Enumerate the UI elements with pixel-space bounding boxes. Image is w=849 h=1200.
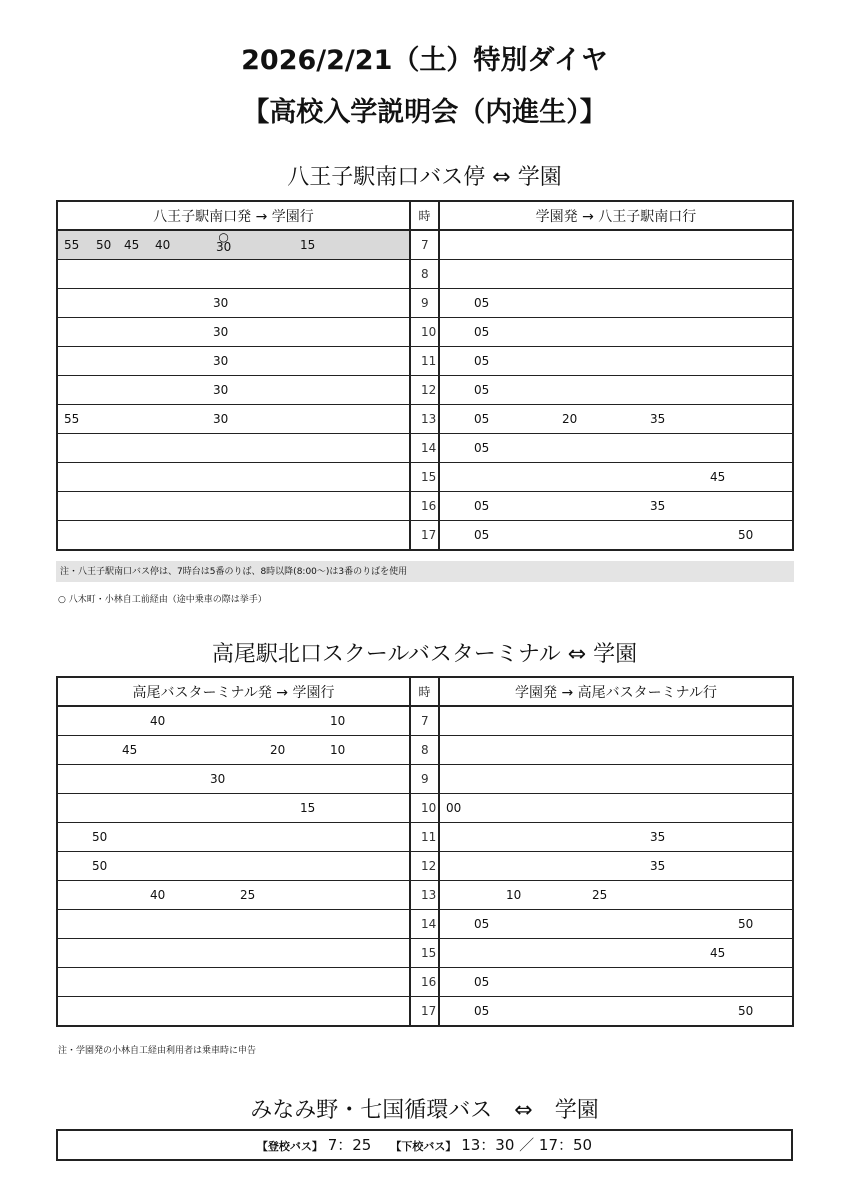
table-row	[57, 230, 793, 260]
minute: 50	[738, 528, 754, 542]
departures-right	[439, 492, 793, 521]
departures-right	[439, 376, 793, 405]
departures-left	[57, 968, 410, 997]
table-row	[57, 260, 793, 289]
minute: 15	[300, 801, 316, 815]
table-row	[57, 852, 793, 881]
minute: 05	[474, 412, 490, 426]
minute: 50	[96, 238, 112, 252]
departures-left	[57, 492, 410, 521]
departures-right	[439, 318, 793, 347]
hour-cell: 9	[410, 765, 439, 794]
minute: 45	[710, 470, 726, 484]
departures-right	[439, 939, 793, 968]
hour-cell: 16	[410, 492, 439, 521]
table-row	[57, 289, 793, 318]
minute: 00	[446, 801, 462, 815]
from-school-times: 13：30 ／ 17：50	[461, 1136, 593, 1154]
table-row	[57, 910, 793, 939]
minute: 20	[562, 412, 578, 426]
table-row	[57, 318, 793, 347]
table-row	[57, 706, 793, 736]
departures-left	[57, 405, 410, 434]
departures-right	[439, 736, 793, 765]
minute: 35	[650, 499, 666, 513]
minute: 10	[330, 743, 346, 757]
minute: 05	[474, 917, 490, 931]
departures-right	[439, 706, 793, 736]
table-row	[57, 794, 793, 823]
departures-left	[57, 230, 410, 260]
table-row	[57, 434, 793, 463]
departures-right	[439, 997, 793, 1027]
page-title: 2026/2/21（土）特別ダイヤ	[241, 45, 608, 76]
minute: 45	[124, 238, 140, 252]
minute: 30	[213, 383, 229, 397]
table-row	[57, 492, 793, 521]
departures-right	[439, 230, 793, 260]
hour-cell: 10	[410, 318, 439, 347]
departures-right	[439, 289, 793, 318]
minute: 05	[474, 499, 490, 513]
departures-left	[57, 910, 410, 939]
hour-cell: 12	[410, 852, 439, 881]
page-subtitle: 【高校入学説明会（内進生）】	[242, 97, 607, 128]
minute: 05	[474, 441, 490, 455]
from-school-label: 【下校バス】	[390, 1140, 457, 1153]
departures-left	[57, 318, 410, 347]
timetable-takao	[56, 676, 794, 1027]
departures-right	[439, 968, 793, 997]
table-row	[57, 765, 793, 794]
minute: 35	[650, 412, 666, 426]
minute: 10	[506, 888, 522, 902]
header-hour: 時	[410, 201, 439, 230]
minute: 45	[710, 946, 726, 960]
departures-left	[57, 852, 410, 881]
route-title-minamino: みなみ野・七国循環バス ⇔ 学園	[250, 1098, 599, 1123]
to-school-time: 7：25	[327, 1136, 372, 1154]
departures-left	[57, 434, 410, 463]
header-left: 高尾バスターミナル発 → 学園行	[57, 677, 410, 706]
departures-right	[439, 910, 793, 939]
departures-left	[57, 736, 410, 765]
departures-left	[57, 794, 410, 823]
hour-cell: 11	[410, 347, 439, 376]
hour-cell: 7	[410, 230, 439, 260]
minute: 25	[592, 888, 608, 902]
minute: 25	[240, 888, 256, 902]
timetable-hachioji	[56, 200, 794, 551]
header-left: 八王子駅南口発 → 学園行	[57, 201, 410, 230]
departures-right	[439, 852, 793, 881]
minute: 10	[330, 714, 346, 728]
departures-right	[439, 823, 793, 852]
table-row	[57, 736, 793, 765]
departures-right	[439, 794, 793, 823]
minute: 30	[213, 325, 229, 339]
minute: 30	[210, 772, 226, 786]
minute: 20	[270, 743, 286, 757]
departures-right	[439, 881, 793, 910]
hour-cell: 12	[410, 376, 439, 405]
hour-cell: 13	[410, 881, 439, 910]
minute: 40	[150, 714, 166, 728]
route-title-hachioji: 八王子駅南口バス停 ⇔ 学園	[287, 165, 562, 190]
minute: 55	[64, 412, 80, 426]
hour-cell: 13	[410, 405, 439, 434]
minute: 30	[213, 296, 229, 310]
minute: 40	[150, 888, 166, 902]
departures-right	[439, 405, 793, 434]
minute: 50	[92, 830, 108, 844]
departures-right	[439, 347, 793, 376]
table-row	[57, 939, 793, 968]
minute: 30	[213, 412, 229, 426]
table-row	[57, 881, 793, 910]
hour-cell: 14	[410, 434, 439, 463]
departures-left	[57, 823, 410, 852]
hour-cell: 15	[410, 939, 439, 968]
minute: 05	[474, 383, 490, 397]
hour-cell: 9	[410, 289, 439, 318]
minute: 50	[738, 917, 754, 931]
departures-left	[57, 376, 410, 405]
minute: 05	[474, 975, 490, 989]
note-platform: 注・八王子駅南口バス停は、7時台は5番のりば、8時以降(8:00～)は3番のりばを使用	[56, 561, 794, 582]
route-title-takao: 高尾駅北口スクールバスターミナル ⇔ 学園	[211, 642, 638, 667]
departures-left	[57, 706, 410, 736]
departures-left	[57, 939, 410, 968]
circular-bus-times	[56, 1129, 793, 1161]
departures-left	[57, 347, 410, 376]
departures-right	[439, 463, 793, 492]
table-row	[57, 823, 793, 852]
minute: 05	[474, 1004, 490, 1018]
minute: 30	[213, 354, 229, 368]
to-school-label: 【登校バス】	[256, 1140, 323, 1153]
departures-right	[439, 260, 793, 289]
minute: 40	[155, 238, 171, 252]
minute-via: ○ 30	[216, 230, 232, 254]
departures-right	[439, 521, 793, 551]
note-via: ○ 八木町・小林自工前経由（途中乗車の際は挙手）	[58, 595, 267, 605]
hour-cell: 16	[410, 968, 439, 997]
departures-right	[439, 434, 793, 463]
table-row	[57, 347, 793, 376]
departures-left	[57, 521, 410, 551]
hour-cell: 17	[410, 997, 439, 1027]
minute: 05	[474, 325, 490, 339]
minute: 35	[650, 830, 666, 844]
departures-left	[57, 997, 410, 1027]
minute: 55	[64, 238, 80, 252]
hour-cell: 7	[410, 706, 439, 736]
minute: 05	[474, 296, 490, 310]
minute: 15	[300, 238, 316, 252]
departures-left	[57, 765, 410, 794]
hour-cell: 8	[410, 260, 439, 289]
hour-cell: 8	[410, 736, 439, 765]
header-hour: 時	[410, 677, 439, 706]
note-kobayashi: 注・学園発の小林自工経由利用者は乗車時に申告	[58, 1046, 257, 1056]
departures-left	[57, 463, 410, 492]
table-row	[57, 405, 793, 434]
minute: 45	[122, 743, 138, 757]
minute: 50	[738, 1004, 754, 1018]
hour-cell: 14	[410, 910, 439, 939]
minute: 05	[474, 354, 490, 368]
table-row	[57, 997, 793, 1027]
departures-right	[439, 765, 793, 794]
minute: 05	[474, 528, 490, 542]
header-right: 学園発 → 八王子駅南口行	[439, 201, 793, 230]
departures-left	[57, 881, 410, 910]
table-row	[57, 463, 793, 492]
departures-left	[57, 260, 410, 289]
departures-left	[57, 289, 410, 318]
hour-cell: 10	[410, 794, 439, 823]
hour-cell: 15	[410, 463, 439, 492]
minute: 35	[650, 859, 666, 873]
hour-cell: 17	[410, 521, 439, 551]
table-row	[57, 968, 793, 997]
table-row	[57, 521, 793, 551]
header-right: 学園発 → 高尾バスターミナル行	[439, 677, 793, 706]
table-row	[57, 376, 793, 405]
hour-cell: 11	[410, 823, 439, 852]
minute: 50	[92, 859, 108, 873]
